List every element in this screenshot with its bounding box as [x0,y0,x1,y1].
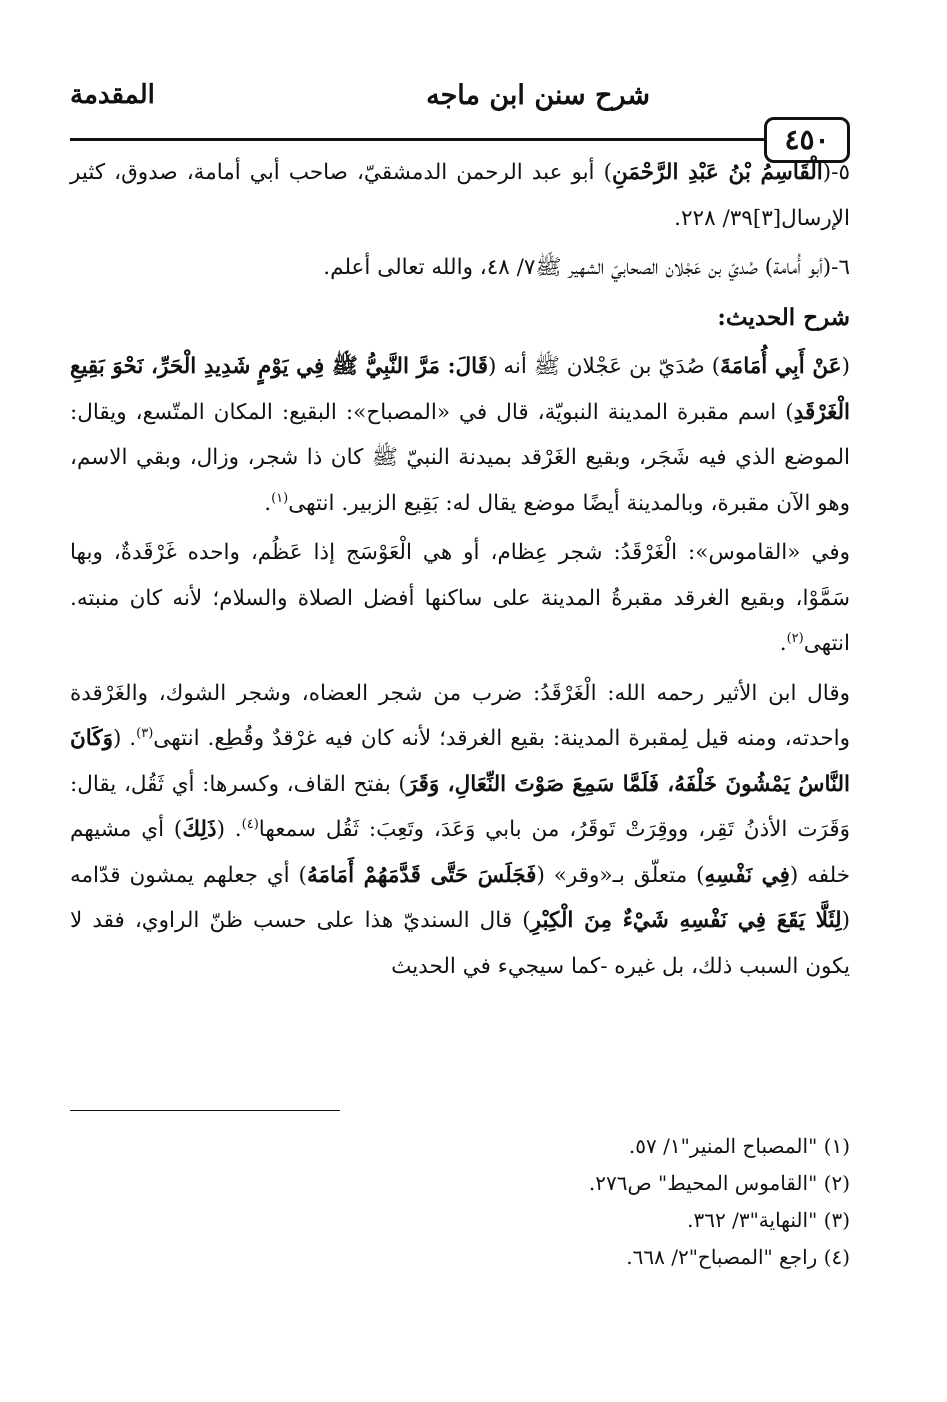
section-title: المقدمة [70,80,155,110]
paragraph-1: (عَنْ أَبِي أُمَامَةَ) صُدَيّ بن عَجْلان ﷺ أنه (قَالَ: مَرَّ النَّبِيُّ ﷺ فِي يَوْمٍ شَدِيدِ الْحَرِّ، نَحْوَ بَقِيعِ الْغَرْقَدِ) اسم مقبرة المدينة النبويّة، قال في «المصباح»: البقيع: المكان المتّسع، ويقال: الموضع الذي فيه شَجَر، وبقيع الغَرْقد بميدنة النبيّ ﷺ كان ذا شجر، وزال، وبقي الاسم، وهو الآن مقبرة، وبالمدينة أيضًا موضع يقال له: بَقِيع الزبير. انتهى$^{(١)}$. [70,354,850,516]
paragraph-2: وفي «القاموس»: الْغَرْقَدُ: شجر عِظام، أو هي الْعَوْسَج إذا عَظُم، واحده غَرْقَدةٌ، وبها سَمَّوْا، وبقيع الغرقد مقبرةُ المدينة على ساكنها أفضل الصلاة والسلام؛ لأنه كان منبته. انتهى$^{(٢)}$. [70,540,850,656]
footnote-ref-3: (٣) [136,725,154,741]
narrator-6: ٦-(أبو أُمامة) صُديّ بن عَجْلان الصحابيّ الشهير ﷺ٧/ ٤٨، والله تعالى أعلم. [323,255,850,280]
running-header [70,80,850,156]
main-text [70,150,850,993]
header-rule [70,138,850,141]
footnote-1: (١) "المصباح المنير"١/ ٥٧. [628,1134,850,1158]
book-title: شرح سنن ابن ماجه [426,80,650,111]
sharh-heading: شرح الحديث: [717,303,850,331]
footnote-ref-2: (٢) [786,630,804,646]
footnote-ref-1: (١) [271,490,289,506]
footnote-3: (٣) "النهاية"٣/ ٣٦٢. [687,1208,850,1232]
footnote-2: (٢) "القاموس المحيط" ص٢٧٦. [588,1171,850,1195]
footnotes [70,1128,850,1276]
narrator-5: ٥-(الْقَاسِمُ بْنُ عَبْدِ الرَّحْمَنِ) أبو عبد الرحمن الدمشقيّ، صاحب أبي أمامة، صدوق، كثير الإرسال[٣]٣٩/ ٢٢٨. [70,160,850,231]
footnote-4: (٤) راجع "المصباح"٢/ ٦٦٨. [626,1245,850,1269]
narrator-5-name: الْقَاسِمُ بْنُ عَبْدِ الرَّحْمَنِ [611,160,823,185]
paragraph-3: وقال ابن الأثير رحمه الله: الْغَرْقَدُ: ضرب من شجر العضاه، وشجر الشوك، والغَرْقدة واحدته، ومنه قيل لِمقبرة المدينة: بقيع الغرقد؛ لأنه كان فيه غرْقدٌ وقُطِع. انتهى$^{(٣)}$. (وَكَانَ النَّاسُ يَمْشُونَ خَلْفَهُ، فَلَمَّا سَمِعَ صَوْتَ النِّعَالِ، وَقَرَ) بفتح القاف، وكسرها: أي ثَقُل، يقال: وَقَرَت الأذنُ تَقِر، ووقِرَتْ تَوقَرُ، من بابي وَعَدَ، وتَعِبَ: ثَقُل سمعها$^{(٤)}$. (ذَلِكَ) أي مشيهم خلفه (فِي نَفْسِهِ) متعلّق بـ«وقر» (فَجَلَسَ حَتَّى قَدَّمَهُمْ أَمَامَهُ) أي جعلهم يمشون قدّامه (لِئَلَّا يَقَعَ فِي نَفْسِهِ شَيْءٌ مِنَ الْكِبْرِ) قال السنديّ هذا على حسب ظنّ الراوي، فقد لا يكون السبب ذلك، بل غيره -كما سيجيء في الحديث [70,680,851,979]
page-number: ٤٥٠ [764,117,850,163]
book-page [70,60,850,1360]
footnote-rule [70,1110,340,1111]
footnote-ref-4: (٤) [241,816,259,832]
